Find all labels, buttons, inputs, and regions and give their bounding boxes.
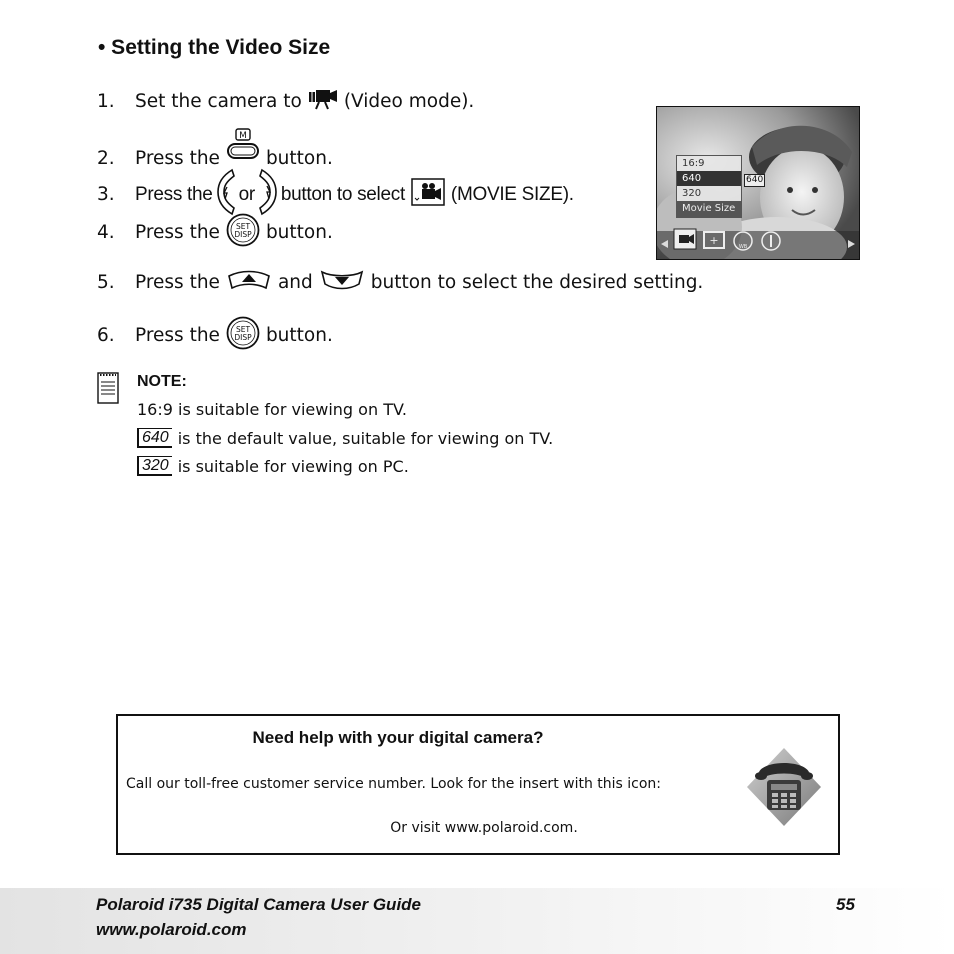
step-5 — [97, 268, 703, 297]
step-text: Press the — [135, 222, 220, 243]
page-footer — [0, 888, 954, 954]
note-text: 16:9 is suitable for viewing on TV. — [137, 400, 407, 419]
telephone-icon — [745, 746, 823, 832]
step-text: (MOVIE SIZE). — [450, 183, 574, 205]
step-text: and — [277, 272, 313, 293]
menu-button-icon — [226, 128, 260, 169]
footer-title: Polaroid i735 Digital Camera User Guide — [96, 895, 422, 914]
svg-text:+: + — [709, 234, 719, 247]
svg-text:DISP: DISP — [234, 333, 252, 342]
step-text: button. — [265, 148, 333, 169]
step-4 — [97, 213, 333, 252]
movie-size-menu — [676, 155, 742, 218]
step-text: or — [238, 183, 255, 205]
note-title: NOTE: — [137, 373, 187, 390]
video-mode-icon — [308, 88, 338, 115]
camera-lcd-screenshot — [656, 106, 860, 260]
step-text: Press the — [135, 183, 213, 205]
menu-option-640[interactable]: 640 — [677, 171, 741, 186]
step-text: (Video mode). — [343, 91, 475, 112]
step-number: 3. — [97, 184, 115, 205]
size-tag-320: 320 — [137, 456, 172, 476]
svg-text:M: M — [239, 131, 247, 141]
page-number: 55 — [836, 895, 855, 914]
step-number: 1. — [97, 91, 115, 112]
step-text: button to select the desired setting. — [370, 272, 704, 293]
step-number: 2. — [97, 148, 115, 169]
menu-option-16-9[interactable]: 16:9 — [682, 158, 705, 169]
step-number: 4. — [97, 222, 115, 243]
step-text: Press the — [135, 148, 220, 169]
svg-text:SET: SET — [235, 222, 250, 231]
help-text: Call our toll-free customer service number. Look for the insert with this icon: — [126, 776, 662, 792]
step-text: button. — [265, 222, 333, 243]
step-text: button. — [265, 325, 333, 346]
menu-option-320[interactable]: 320 — [682, 188, 702, 199]
note-line-1 — [137, 400, 407, 419]
help-box — [116, 714, 840, 855]
note-text: is suitable for viewing on PC. — [177, 456, 409, 476]
step-number: 6. — [97, 325, 115, 346]
down-button-icon — [319, 268, 365, 297]
step-number: 5. — [97, 272, 115, 293]
set-disp-button-icon — [226, 316, 260, 355]
note-line-3 — [137, 456, 409, 476]
step-2 — [97, 128, 333, 169]
size-badge: 640 — [746, 175, 764, 185]
set-disp-button-icon — [226, 213, 260, 252]
step-text: button to select — [280, 183, 405, 205]
movie-size-icon — [411, 178, 445, 211]
help-visit-link[interactable]: Or visit www.polaroid.com. — [390, 820, 578, 836]
step-text: Press the — [135, 272, 220, 293]
note-text: is the default value, suitable for viewing on TV. — [177, 428, 554, 448]
help-title: Need help with your digital camera? — [252, 728, 544, 747]
step-text: Set the camera to — [135, 91, 302, 112]
svg-text:DISP: DISP — [234, 230, 252, 239]
svg-text:WB: WB — [738, 244, 748, 250]
up-button-icon — [226, 268, 272, 297]
note-icon — [97, 372, 121, 408]
note-line-2 — [137, 428, 553, 448]
step-text: Press the — [135, 325, 220, 346]
section-heading: • Setting the Video Size — [98, 36, 331, 59]
svg-text:SET: SET — [235, 325, 250, 334]
menu-label: Movie Size — [677, 201, 741, 217]
size-tag-640: 640 — [137, 428, 172, 448]
step-1 — [97, 88, 474, 115]
step-6 — [97, 316, 333, 355]
footer-url[interactable]: www.polaroid.com — [96, 920, 247, 939]
